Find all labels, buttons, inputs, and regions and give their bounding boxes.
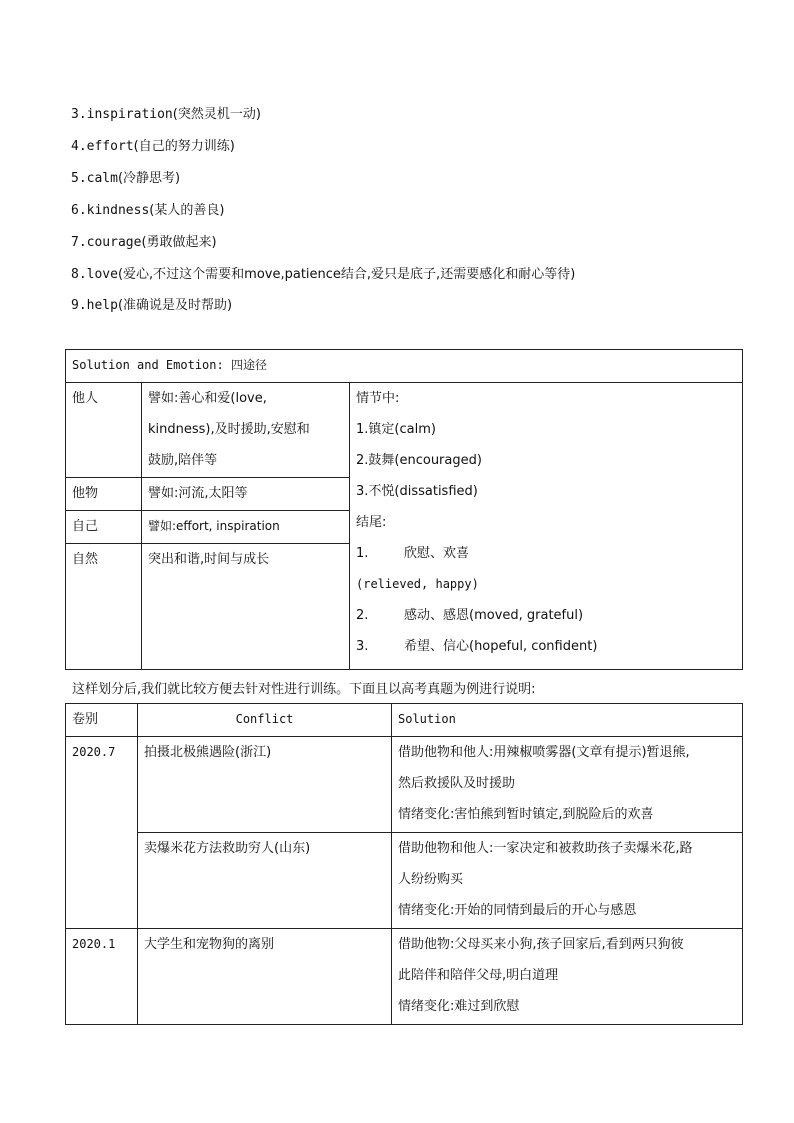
solution-emotion-table xyxy=(65,349,743,670)
list-item: 5.calm(冷静思考) xyxy=(71,171,181,186)
table-row xyxy=(66,737,743,833)
plot-item: 1.镇定(calm) xyxy=(356,422,436,437)
plot-title: 情节中: xyxy=(356,391,400,406)
list-item: 7.courage(勇敢做起来) xyxy=(71,235,217,250)
emotion-column xyxy=(350,383,743,670)
list-item: 9.help(准确说是及时帮助) xyxy=(71,298,233,313)
row-content: 譬如:善心和爱(love, kindness),及时援助,安慰和 鼓励,陪伴等 xyxy=(142,383,350,478)
caption-text: 这样划分后,我们就比较方便去针对性进行训练。下面且以高考真题为例进行说明: xyxy=(72,682,536,697)
row-label: 自己 xyxy=(66,511,142,544)
conflict-cell: 卖爆米花方法救助穷人(山东) xyxy=(138,833,392,929)
table-row xyxy=(66,833,743,929)
exam-examples-table xyxy=(65,703,743,1025)
list-item: 4.effort(自己的努力训练) xyxy=(71,139,235,154)
solution-cell: 借助他物和他人:一家决定和被救助孩子卖爆米花,路 人纷纷购买 情绪变化:开始的同情到最后的开心与感恩 xyxy=(392,833,743,929)
solution-cell: 借助他物和他人:用辣椒喷雾器(文章有提示)暂退熊, 然后救援队及时援助 情绪变化:害怕熊到暂时镇定,到脱险后的欢喜 xyxy=(392,737,743,833)
header-solution: Solution xyxy=(392,704,743,737)
row-label: 他人 xyxy=(66,383,142,478)
table-header: Solution and Emotion: 四途径 xyxy=(66,350,743,383)
plot-item: 2.鼓舞(encouraged) xyxy=(356,453,482,468)
plot-item: 3.不悦(dissatisfied) xyxy=(356,484,478,499)
list-item: 6.kindness(某人的善良) xyxy=(71,203,225,218)
ending-item: 3. 希望、信心(hopeful, confident) xyxy=(356,639,598,654)
list-item: 3.inspiration(突然灵机一动) xyxy=(71,107,261,122)
conflict-cell: 大学生和宠物狗的离别 xyxy=(138,929,392,1025)
year-cell: 2020.1 xyxy=(66,929,138,1025)
list-item: 8.love(爱心,不过这个需要和move,patience结合,爱只是底子,还需要感化和耐心等待) xyxy=(71,267,576,282)
header-conflict: Conflict xyxy=(138,704,392,737)
ending-item: 2. 感动、感恩(moved, grateful) xyxy=(356,608,584,623)
ending-item-sub: (relieved, happy) xyxy=(356,577,479,591)
row-label: 自然 xyxy=(66,544,142,670)
row-content: 譬如:effort, inspiration xyxy=(142,511,350,544)
table-row xyxy=(66,929,743,1025)
ending-item: 1. 欣慰、欢喜 xyxy=(356,546,470,561)
conflict-cell: 拍摄北极熊遇险(浙江) xyxy=(138,737,392,833)
year-cell: 2020.7 xyxy=(66,737,138,929)
solution-cell: 借助他物:父母买来小狗,孩子回家后,看到两只狗彼 此陪伴和陪伴父母,明白道理 情绪变化:难过到欣慰 xyxy=(392,929,743,1025)
header-paper: 卷别 xyxy=(66,704,138,737)
ending-title: 结尾: xyxy=(356,515,387,530)
row-content: 突出和谐,时间与成长 xyxy=(142,544,350,670)
row-label: 他物 xyxy=(66,478,142,511)
row-content: 譬如:河流,太阳等 xyxy=(142,478,350,511)
